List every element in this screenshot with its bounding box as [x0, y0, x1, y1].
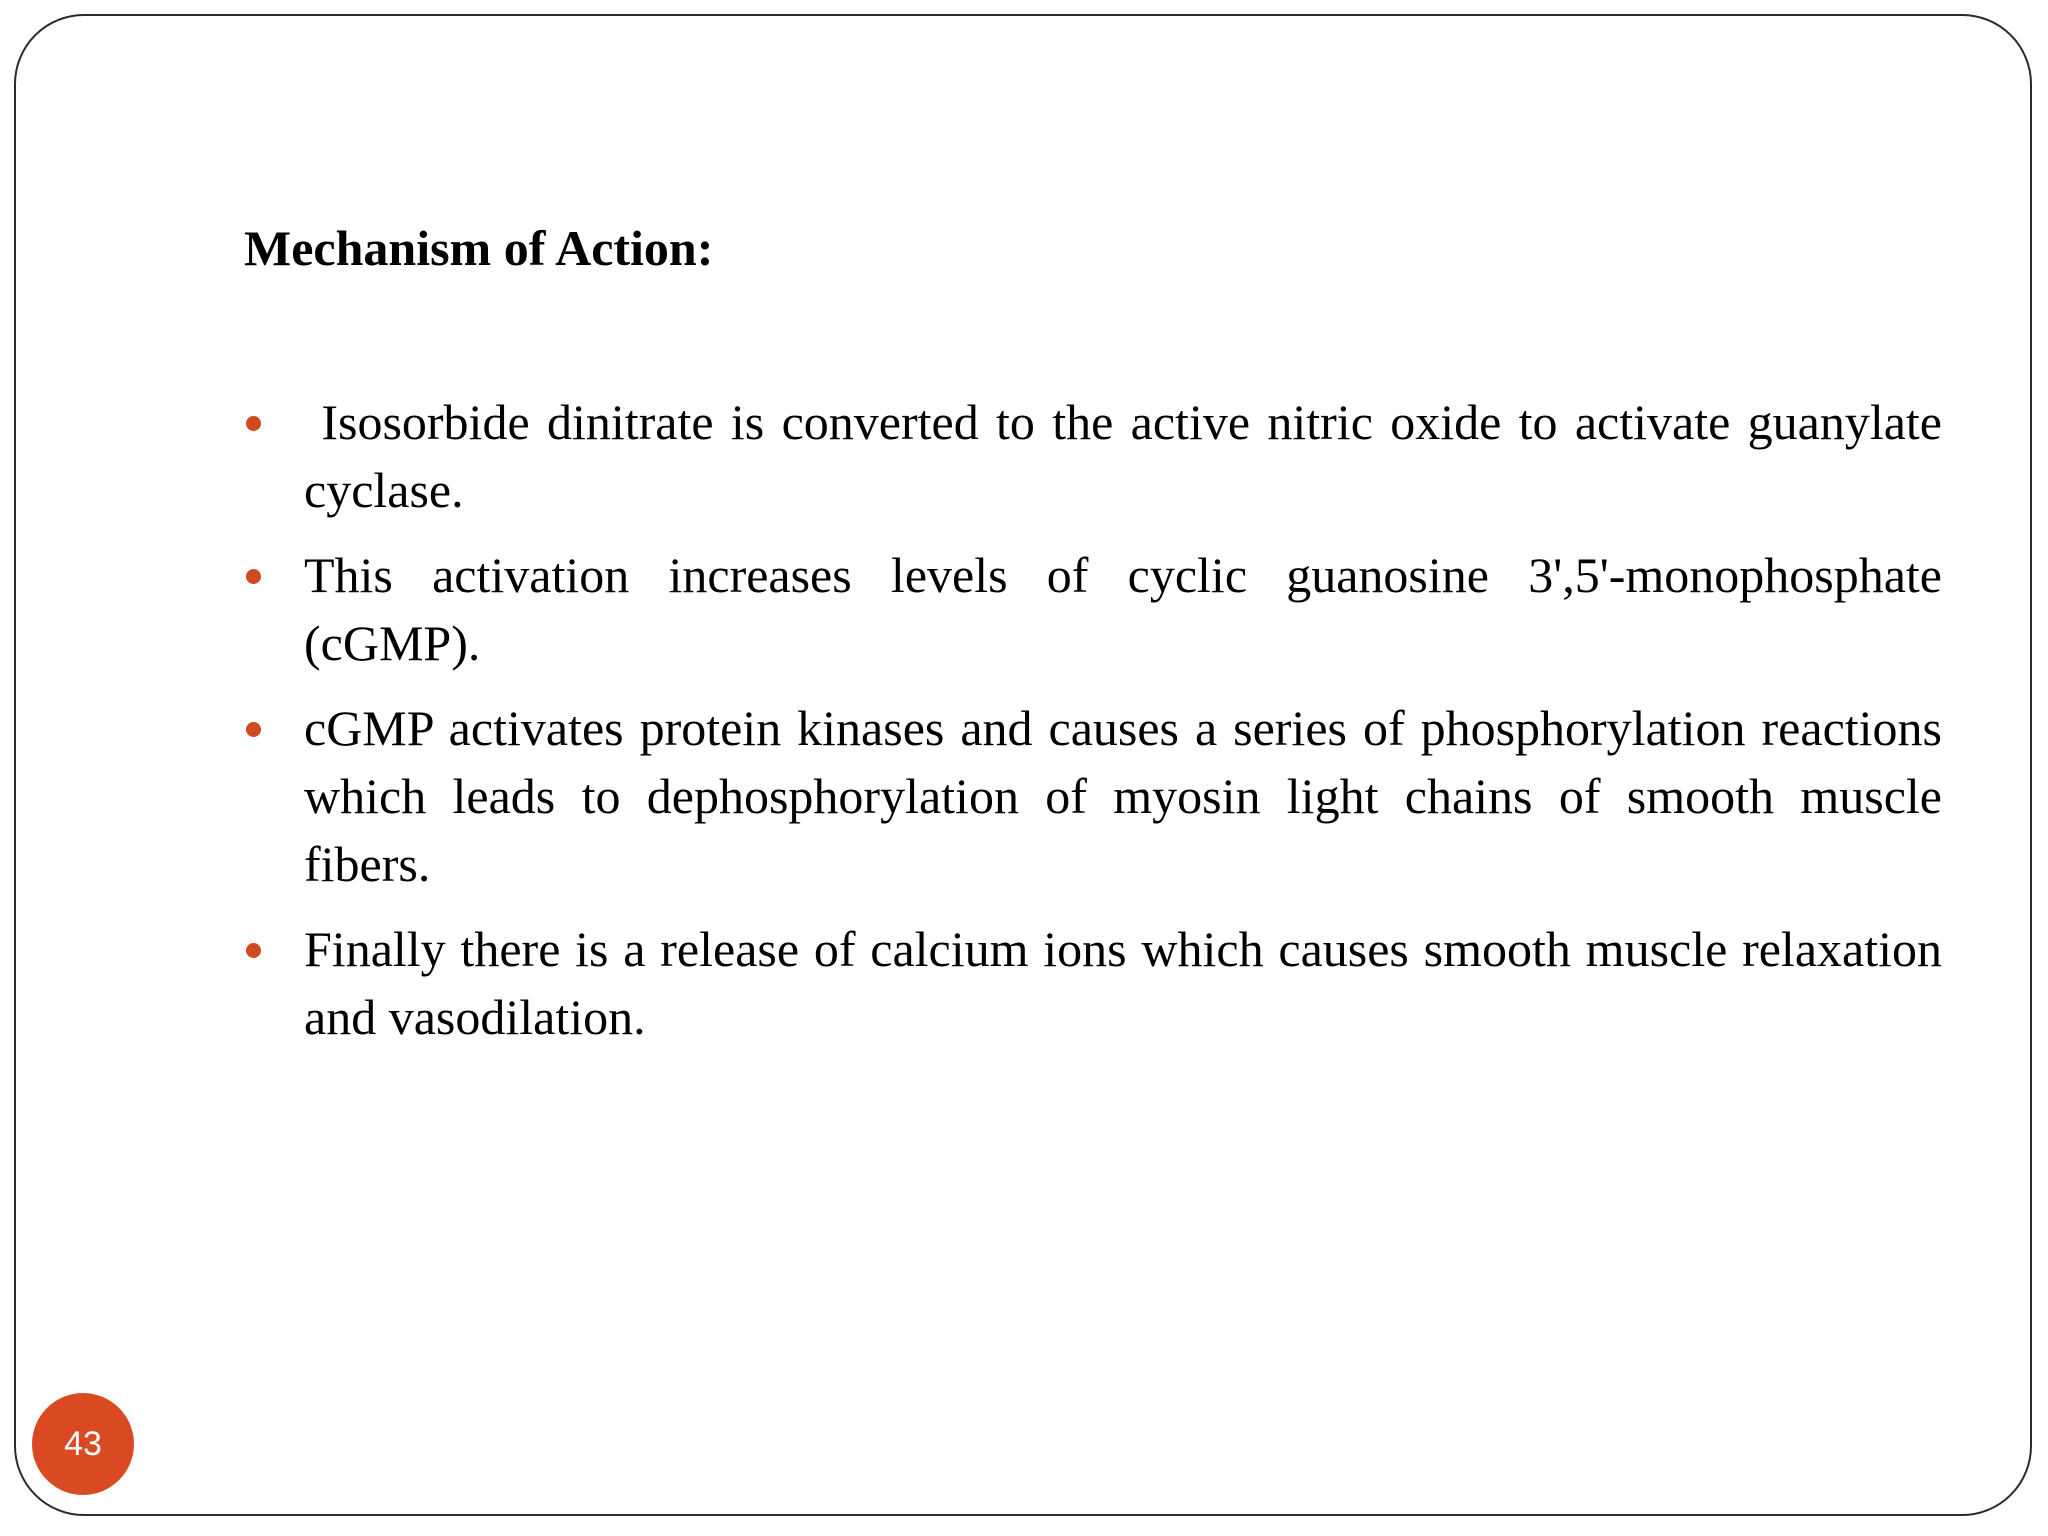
- bullet-dot-icon: [246, 416, 261, 431]
- bullet-item: [244, 694, 1942, 898]
- page-number: 43: [64, 1424, 102, 1463]
- page-number-badge: [32, 1393, 134, 1495]
- bullet-item: [244, 541, 1942, 677]
- bullet-item: [244, 388, 1942, 524]
- bullet-text: Finally there is a release of calcium ions which causes smooth muscle relaxation and vasodilation.: [304, 921, 1942, 1045]
- bullet-list: [244, 388, 1942, 1068]
- slide-frame: [14, 14, 2032, 1516]
- bullet-text: This activation increases levels of cyclic guanosine 3',5'-monophosphate (cGMP).: [304, 547, 1942, 671]
- bullet-dot-icon: [246, 569, 261, 584]
- bullet-text: cGMP activates protein kinases and causes a series of phosphorylation reactions which leads to dephosphorylation of myosin light chains of smooth muscle fibers.: [304, 700, 1942, 892]
- bullet-dot-icon: [246, 943, 261, 958]
- bullet-item: [244, 915, 1942, 1051]
- slide-title: Mechanism of Action:: [244, 220, 714, 276]
- bullet-dot-icon: [246, 722, 261, 737]
- bullet-text: Isosorbide dinitrate is converted to the active nitric oxide to activate guanylate cyclase.: [304, 394, 1942, 518]
